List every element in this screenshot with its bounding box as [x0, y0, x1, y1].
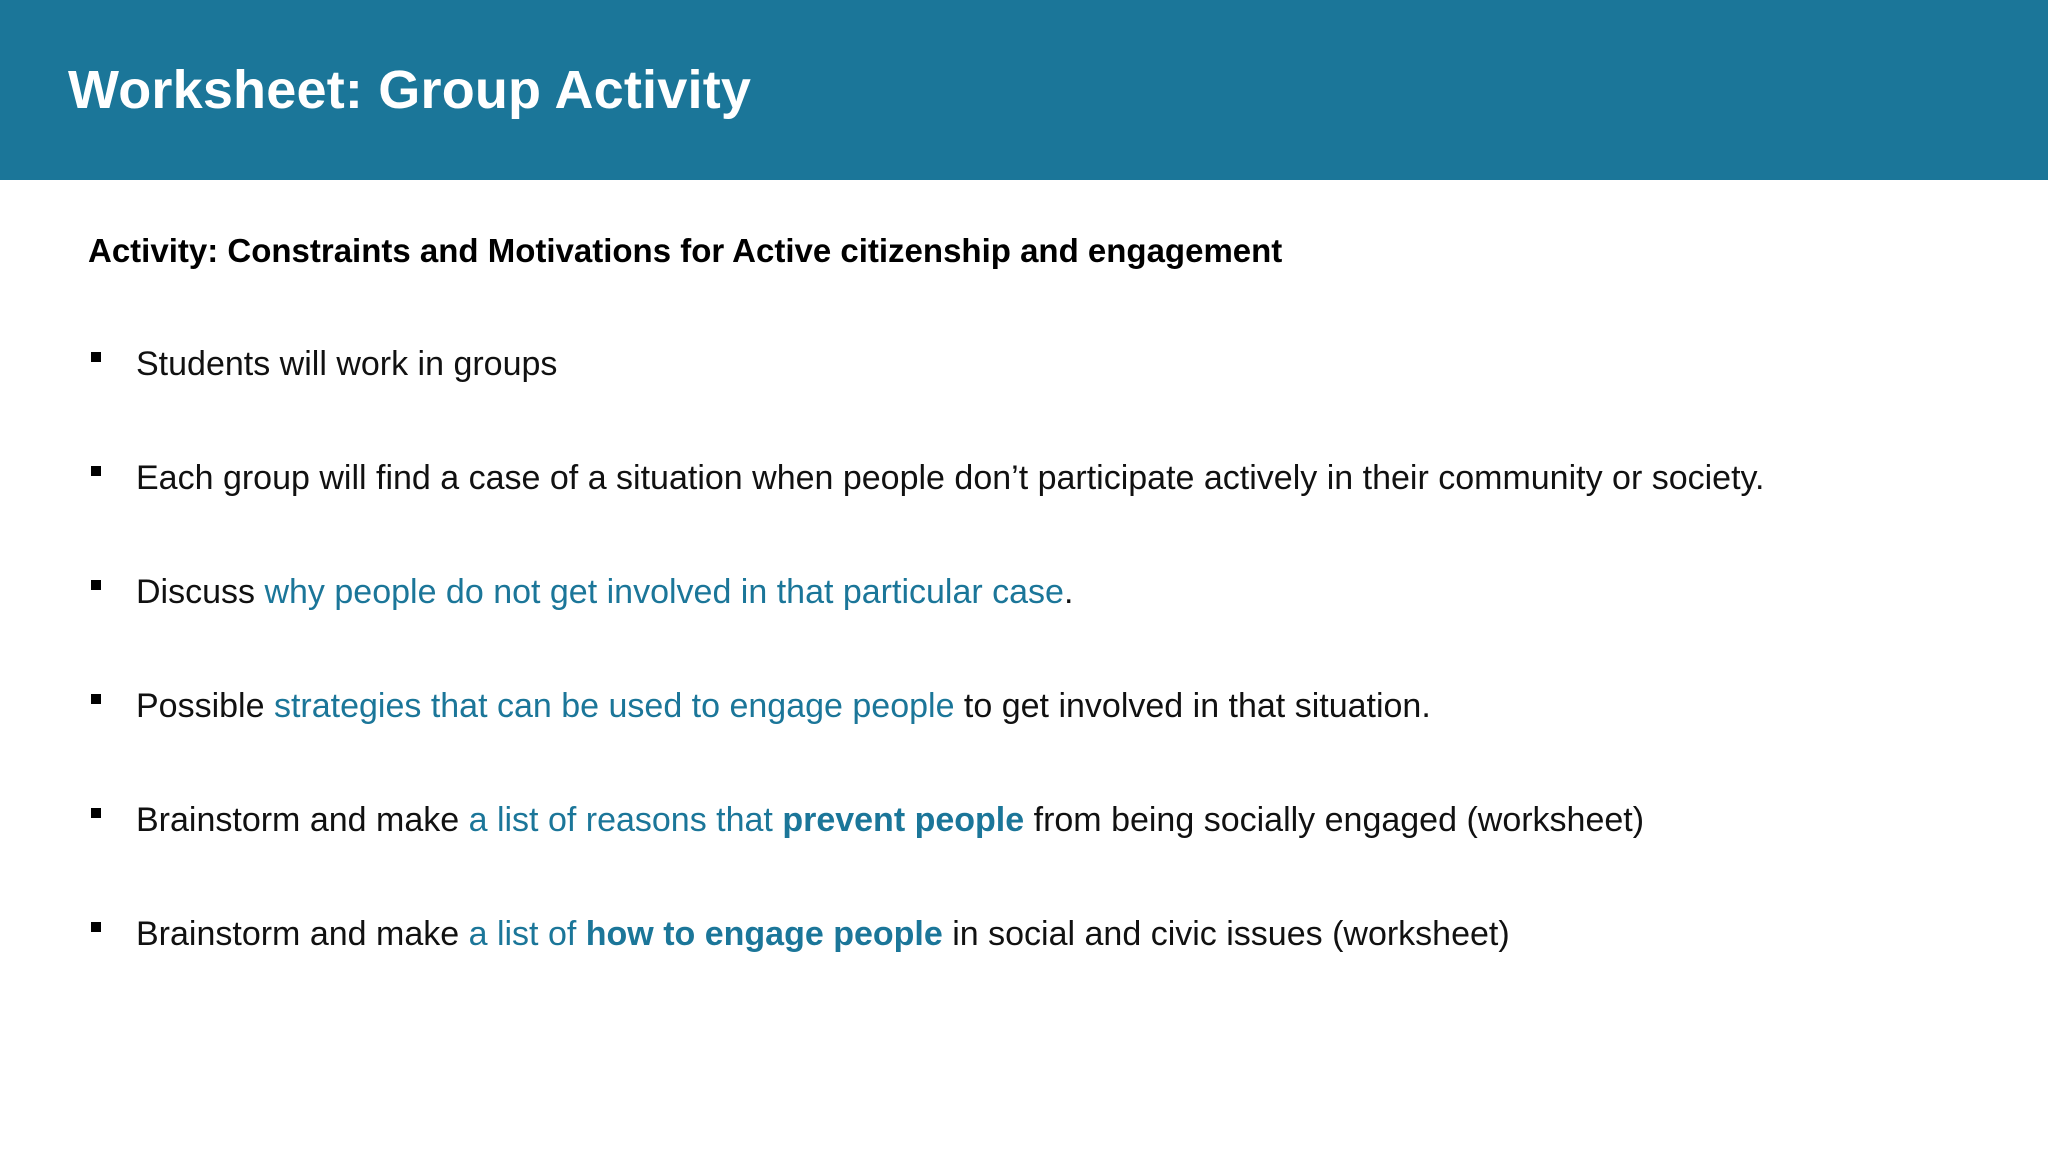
square-bullet-icon — [91, 922, 101, 932]
bullet-trailing-text: to get involved in that situation. — [954, 687, 1431, 725]
bullet-trailing-text: in social and civic issues (worksheet) — [942, 915, 1510, 953]
bullet-text — [136, 450, 1764, 506]
bullet-text — [136, 906, 1510, 962]
bullet-lead-text: Possible — [136, 687, 274, 725]
bullet-highlight-text: a list of — [468, 915, 586, 953]
activity-heading: Activity: Constraints and Motivations for Active citizenship and engagement — [88, 232, 1283, 269]
square-bullet-icon — [91, 580, 101, 590]
bullet-plain-text: Students will work in groups — [136, 345, 558, 383]
bullet-lead-text: Discuss — [136, 573, 265, 611]
square-bullet-icon — [91, 808, 101, 818]
bullet-bold-highlight-text: prevent people — [782, 801, 1025, 839]
bullet-trailing-text: from being socially engaged (worksheet) — [1024, 801, 1645, 839]
header-band — [0, 0, 2048, 180]
square-bullet-icon — [91, 466, 101, 476]
bullet-highlight-text: why people do not get involved in that particular case — [264, 573, 1064, 611]
bullet-highlight-text: strategies that can be used to engage people — [273, 687, 955, 725]
bullet-text — [136, 564, 1073, 620]
bullet-plain-text: Each group will find a case of a situation when people don’t participate actively in their community or society. — [136, 459, 1765, 497]
bullet-text — [136, 678, 1431, 734]
slide-title: Worksheet: Group Activity — [68, 60, 752, 120]
square-bullet-icon — [91, 694, 101, 704]
bullet-trailing-text: . — [1063, 573, 1074, 611]
bullet-highlight-text: a list of reasons that — [468, 801, 783, 839]
bullet-bold-highlight-text: how to engage people — [585, 915, 943, 953]
bullet-text — [136, 792, 1644, 848]
square-bullet-icon — [91, 352, 101, 362]
bullet-lead-text: Brainstorm and make — [136, 915, 469, 953]
bullet-text — [136, 336, 557, 392]
bullet-lead-text: Brainstorm and make — [136, 801, 469, 839]
